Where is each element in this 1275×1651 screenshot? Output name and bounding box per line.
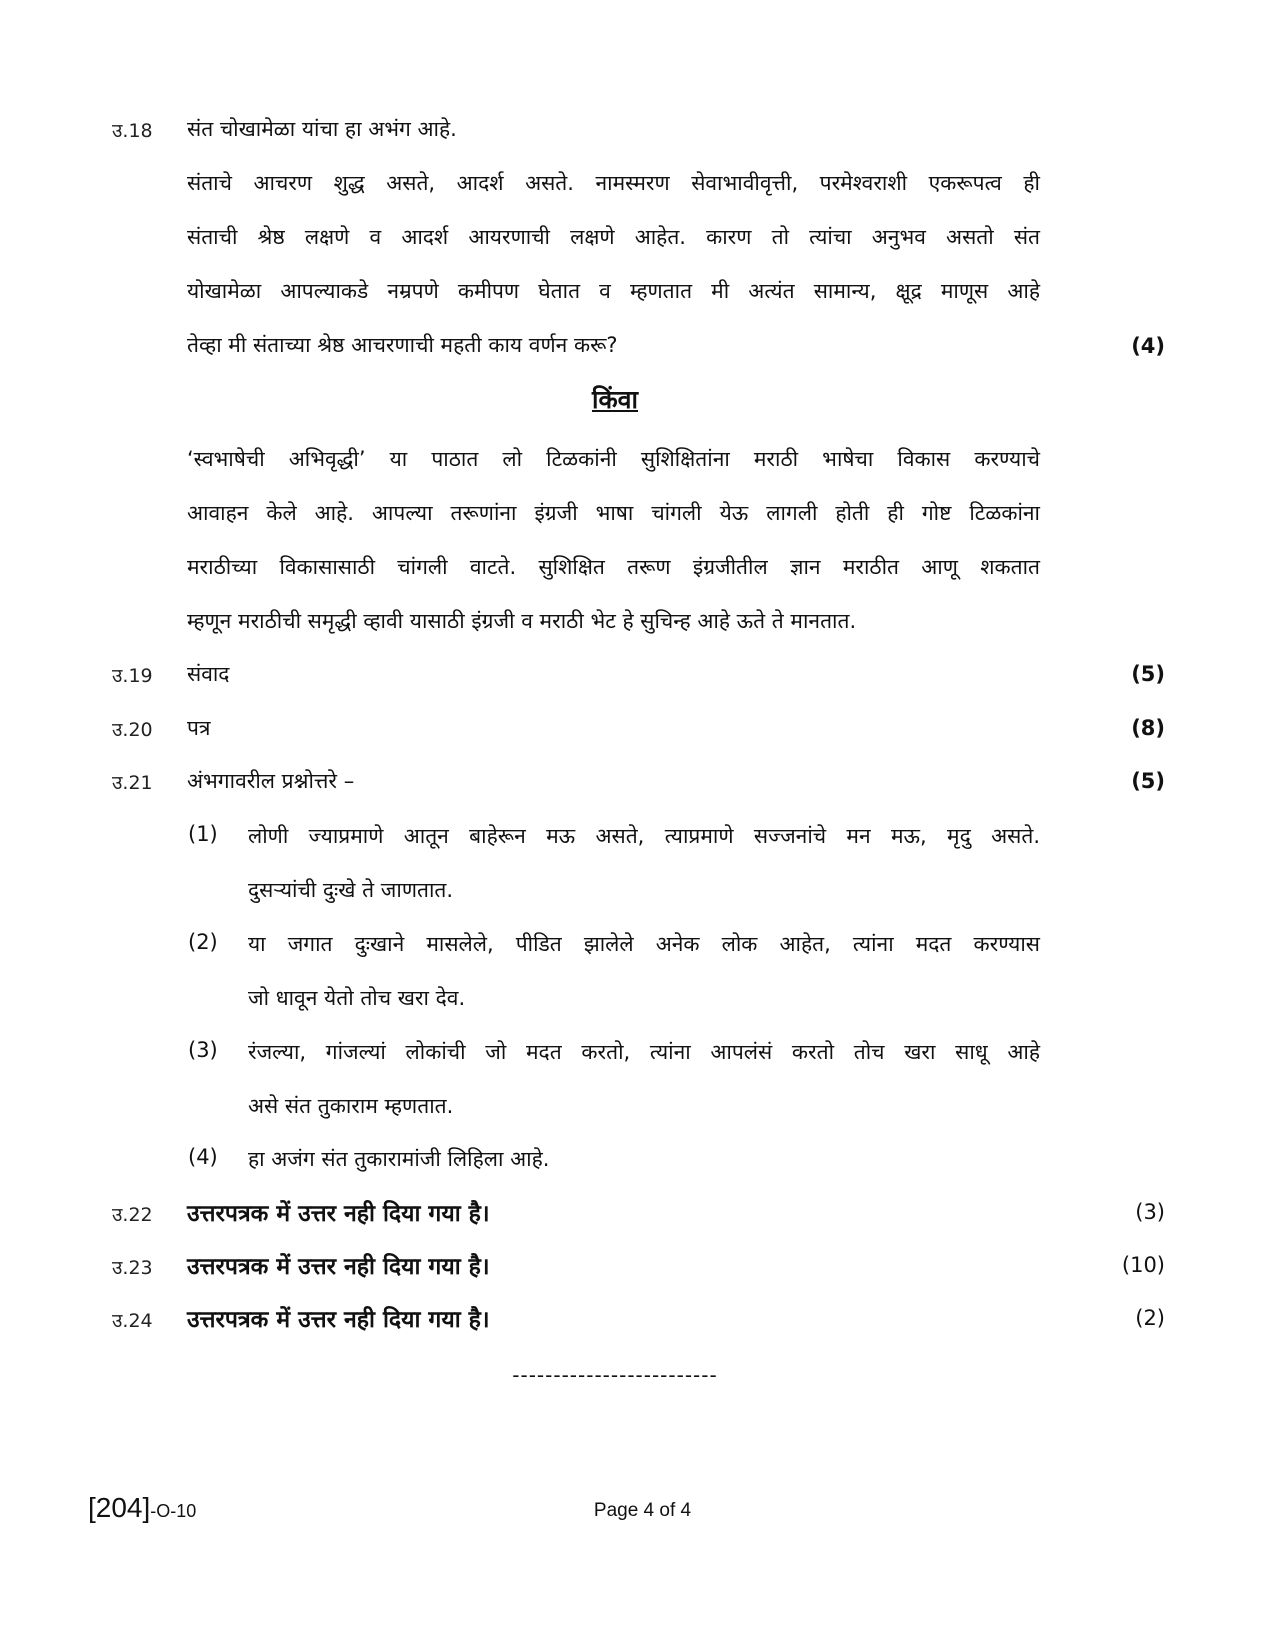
q19-text: संवाद [187, 662, 230, 686]
q19-marks: (5) [1131, 662, 1165, 686]
q23-marks: (10) [1121, 1253, 1165, 1277]
question-number-18: उ.18 [112, 120, 153, 142]
q24-text: उत्तरपत्रक में उत्तर नही दिया गया है। [187, 1307, 490, 1333]
or-heading: किंवा [591, 385, 639, 414]
q18-para-line-2: संताची श्रेष्ठ लक्षणे व आदर्श आयरणाची लक्षणे आहेत. कारण तो त्यांचा अनुभव असतो संत [187, 225, 1040, 249]
q20-marks: (8) [1131, 716, 1165, 740]
q21-item-2-line-1: या जगात दुःखाने मासलेले, पीडित झालेले अनेक लोक आहेत, त्यांना मदत करण्यास [248, 932, 1040, 956]
q20-text: पत्र [187, 716, 211, 740]
q21-text: अंभगावरील प्रश्नोत्तरे – [187, 769, 355, 793]
q18-marks: (4) [1131, 334, 1165, 358]
q21-item-number: (4) [188, 1145, 218, 1169]
q21-item-number: (3) [188, 1038, 218, 1062]
question-number-22: उ.22 [112, 1204, 153, 1226]
question-number-23: उ.23 [112, 1257, 153, 1279]
q21-item-3-line-2: असे संत तुकाराम म्हणतात. [248, 1094, 454, 1118]
q21-item-4-line-1: हा अजंग संत तुकारामांजी लिहिला आहे. [248, 1147, 550, 1171]
q18-alt-line-3: मराठीच्या विकासासाठी चांगली वाटते. सुशिक्षित तरूण इंग्रजीतील ज्ञान मराठीत आणू शकतात [187, 555, 1040, 579]
question-number-21: उ.21 [112, 772, 153, 794]
q18-alt-line-4: म्हणून मराठीची समृद्धी व्हावी यासाठी इंग्रजी व मराठी भेट हे सुचिन्ह आहे ऊते ते मानतात. [187, 609, 857, 633]
q21-item-number: (1) [188, 822, 218, 846]
q18-alt-line-1: ‘स्वभाषेची अभिवृद्धी’ या पाठात लो टिळकांनी सुशिक्षितांना मराठी भाषेचा विकास करण्याचे [187, 447, 1040, 471]
page-number: Page 4 of 4 [593, 1500, 692, 1521]
q18-para-line-1: संताचे आचरण शुद्ध असते, आदर्श असते. नामस्मरण सेवाभावीवृत्ती, परमेश्वराशी एकरूपत्व ही [187, 171, 1040, 195]
q18-para-line-4: तेव्हा मी संताच्या श्रेष्ठ आचरणाची महती काय वर्णन करू? [187, 333, 618, 357]
question-number-24: उ.24 [112, 1310, 153, 1332]
q21-item-1-line-2: दुसऱ्यांची दुःखे ते जाणतात. [248, 878, 454, 902]
question-number-20: उ.20 [112, 719, 153, 741]
q22-text: उत्तरपत्रक में उत्तर नही दिया गया है। [187, 1201, 490, 1227]
q21-item-number: (2) [188, 930, 218, 954]
q18-para-line-3: योखामेळा आपल्याकडे नम्रपणे कमीपण घेतात व म्हणतात मी अत्यंत सामान्य, क्षूद्र माणूस आहे [187, 279, 1040, 303]
q21-marks: (5) [1131, 769, 1165, 793]
q21-item-1-line-1: लोणी ज्याप्रमाणे आतून बाहेरून मऊ असते, त्याप्रमाणे सज्जनांचे मन मऊ, मृदु असते. [248, 824, 1040, 848]
q18-alt-line-2: आवाहन केले आहे. आपल्या तरूणांना इंग्रजी भाषा चांगली येऊ लागली होती ही गोष्ट टिळकांना [187, 501, 1040, 525]
q23-text: उत्तरपत्रक में उत्तर नही दिया गया है। [187, 1254, 490, 1280]
q24-marks: (2) [1135, 1306, 1165, 1330]
q21-item-2-line-2: जो धावून येतो तोच खरा देव. [248, 986, 466, 1010]
paper-code-main: [204] [88, 1492, 151, 1523]
paper-code-suffix: -O-10 [150, 1501, 197, 1521]
q18-intro: संत चोखामेळा यांचा हा अभंग आहे. [187, 117, 457, 141]
q22-marks: (3) [1135, 1200, 1165, 1224]
question-number-19: उ.19 [112, 665, 153, 687]
q21-item-3-line-1: रंजल्या, गांजल्यां लोकांची जो मदत करतो, त्यांना आपलंसं करतो तोच खरा साधू आहे [248, 1040, 1040, 1064]
end-divider: ------------------------- [512, 1363, 718, 1387]
